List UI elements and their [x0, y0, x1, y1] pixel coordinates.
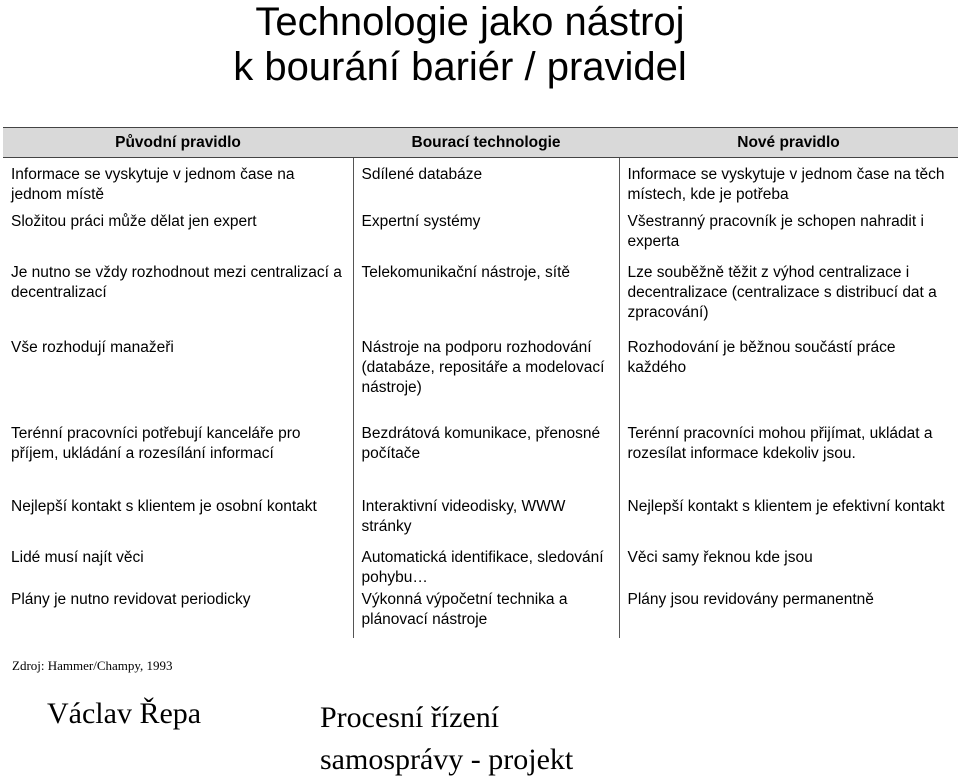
technology-cell: Nástroje na podporu rozhodování (databáze, repositáře a modelovací nástroje) [353, 338, 619, 424]
original-rule-cell: Složitou práci může dělat jen expert [11, 213, 257, 230]
technology-cell: Automatická identifikace, sledování pohybu… [353, 548, 619, 590]
technology-cell: Výkonná výpočetní technika a plánovací nástroje [353, 590, 619, 638]
table-row [3, 263, 958, 338]
new-rule-cell: Terénní pracovníci mohou přijímat, ukládat a rozesílat informace kdekoliv jsou. [627, 425, 933, 462]
table-row [3, 158, 958, 213]
original-rule-cell: Informace se vyskytuje v jednom čase na jednom místě [11, 166, 295, 203]
original-rule-cell: Lidé musí najít věci [11, 549, 144, 566]
original-rule-cell: Plány je nutno revidovat periodicky [11, 591, 251, 608]
technology-cell: Telekomunikační nástroje, sítě [353, 263, 619, 338]
original-rule-cell: Je nutno se vždy rozhodnout mezi centralizací a decentralizací [11, 264, 342, 301]
new-rule-cell: Rozhodování je běžnou součástí práce každého [627, 339, 896, 376]
table-row [3, 548, 958, 590]
rules-table [3, 127, 958, 638]
new-rule-cell: Věci samy řeknou kde jsou [627, 549, 813, 566]
footer-project-title: Procesní řízení samosprávy - projekt [320, 701, 574, 776]
original-rule-cell: Terénní pracovníci potřebují kanceláře pro příjem, ukládání a rozesílání informací [11, 425, 301, 462]
original-rule-cell: Nejlepší kontakt s klientem je osobní kontakt [11, 498, 317, 515]
new-rule-cell: Všestranný pracovník je schopen nahradit i experta [627, 213, 924, 250]
technology-cell: Sdílené databáze [353, 158, 619, 213]
technology-cell: Interaktivní videodisky, WWW stránky [353, 497, 619, 548]
slide-title [0, 0, 960, 90]
header-breaking-technology: Bourací technologie [353, 128, 619, 158]
header-original-rule: Původní pravidlo [3, 128, 353, 158]
new-rule-cell: Informace se vyskytuje v jednom čase na těch místech, kde je potřeba [627, 166, 945, 203]
table-row [3, 590, 958, 638]
original-rule-cell: Vše rozhodují manažeři [11, 339, 174, 356]
table-header-row [3, 128, 958, 158]
table-row [3, 212, 958, 263]
source-note: Zdroj: Hammer/Champy, 1993 [12, 658, 173, 673]
new-rule-cell: Nejlepší kontakt s klientem je efektivní kontakt [627, 498, 945, 515]
new-rule-cell: Lze souběžně těžit z výhod centralizace i decentralizace (centralizace s distribucí dat a zpracování) [627, 264, 937, 321]
technology-cell: Bezdrátová komunikace, přenosné počítače [353, 424, 619, 497]
header-new-rule: Nové pravidlo [619, 128, 958, 158]
new-rule-cell: Plány jsou revidovány permanentně [627, 591, 874, 608]
table-row [3, 424, 958, 497]
table-row [3, 497, 958, 548]
technology-cell: Expertní systémy [353, 212, 619, 263]
table-row [3, 338, 958, 424]
footer-author: Václav Řepa [47, 697, 202, 730]
title-line-1: Technologie jako nástroj [255, 0, 685, 44]
title-line-2: k bourání bariér / pravidel [233, 45, 687, 89]
